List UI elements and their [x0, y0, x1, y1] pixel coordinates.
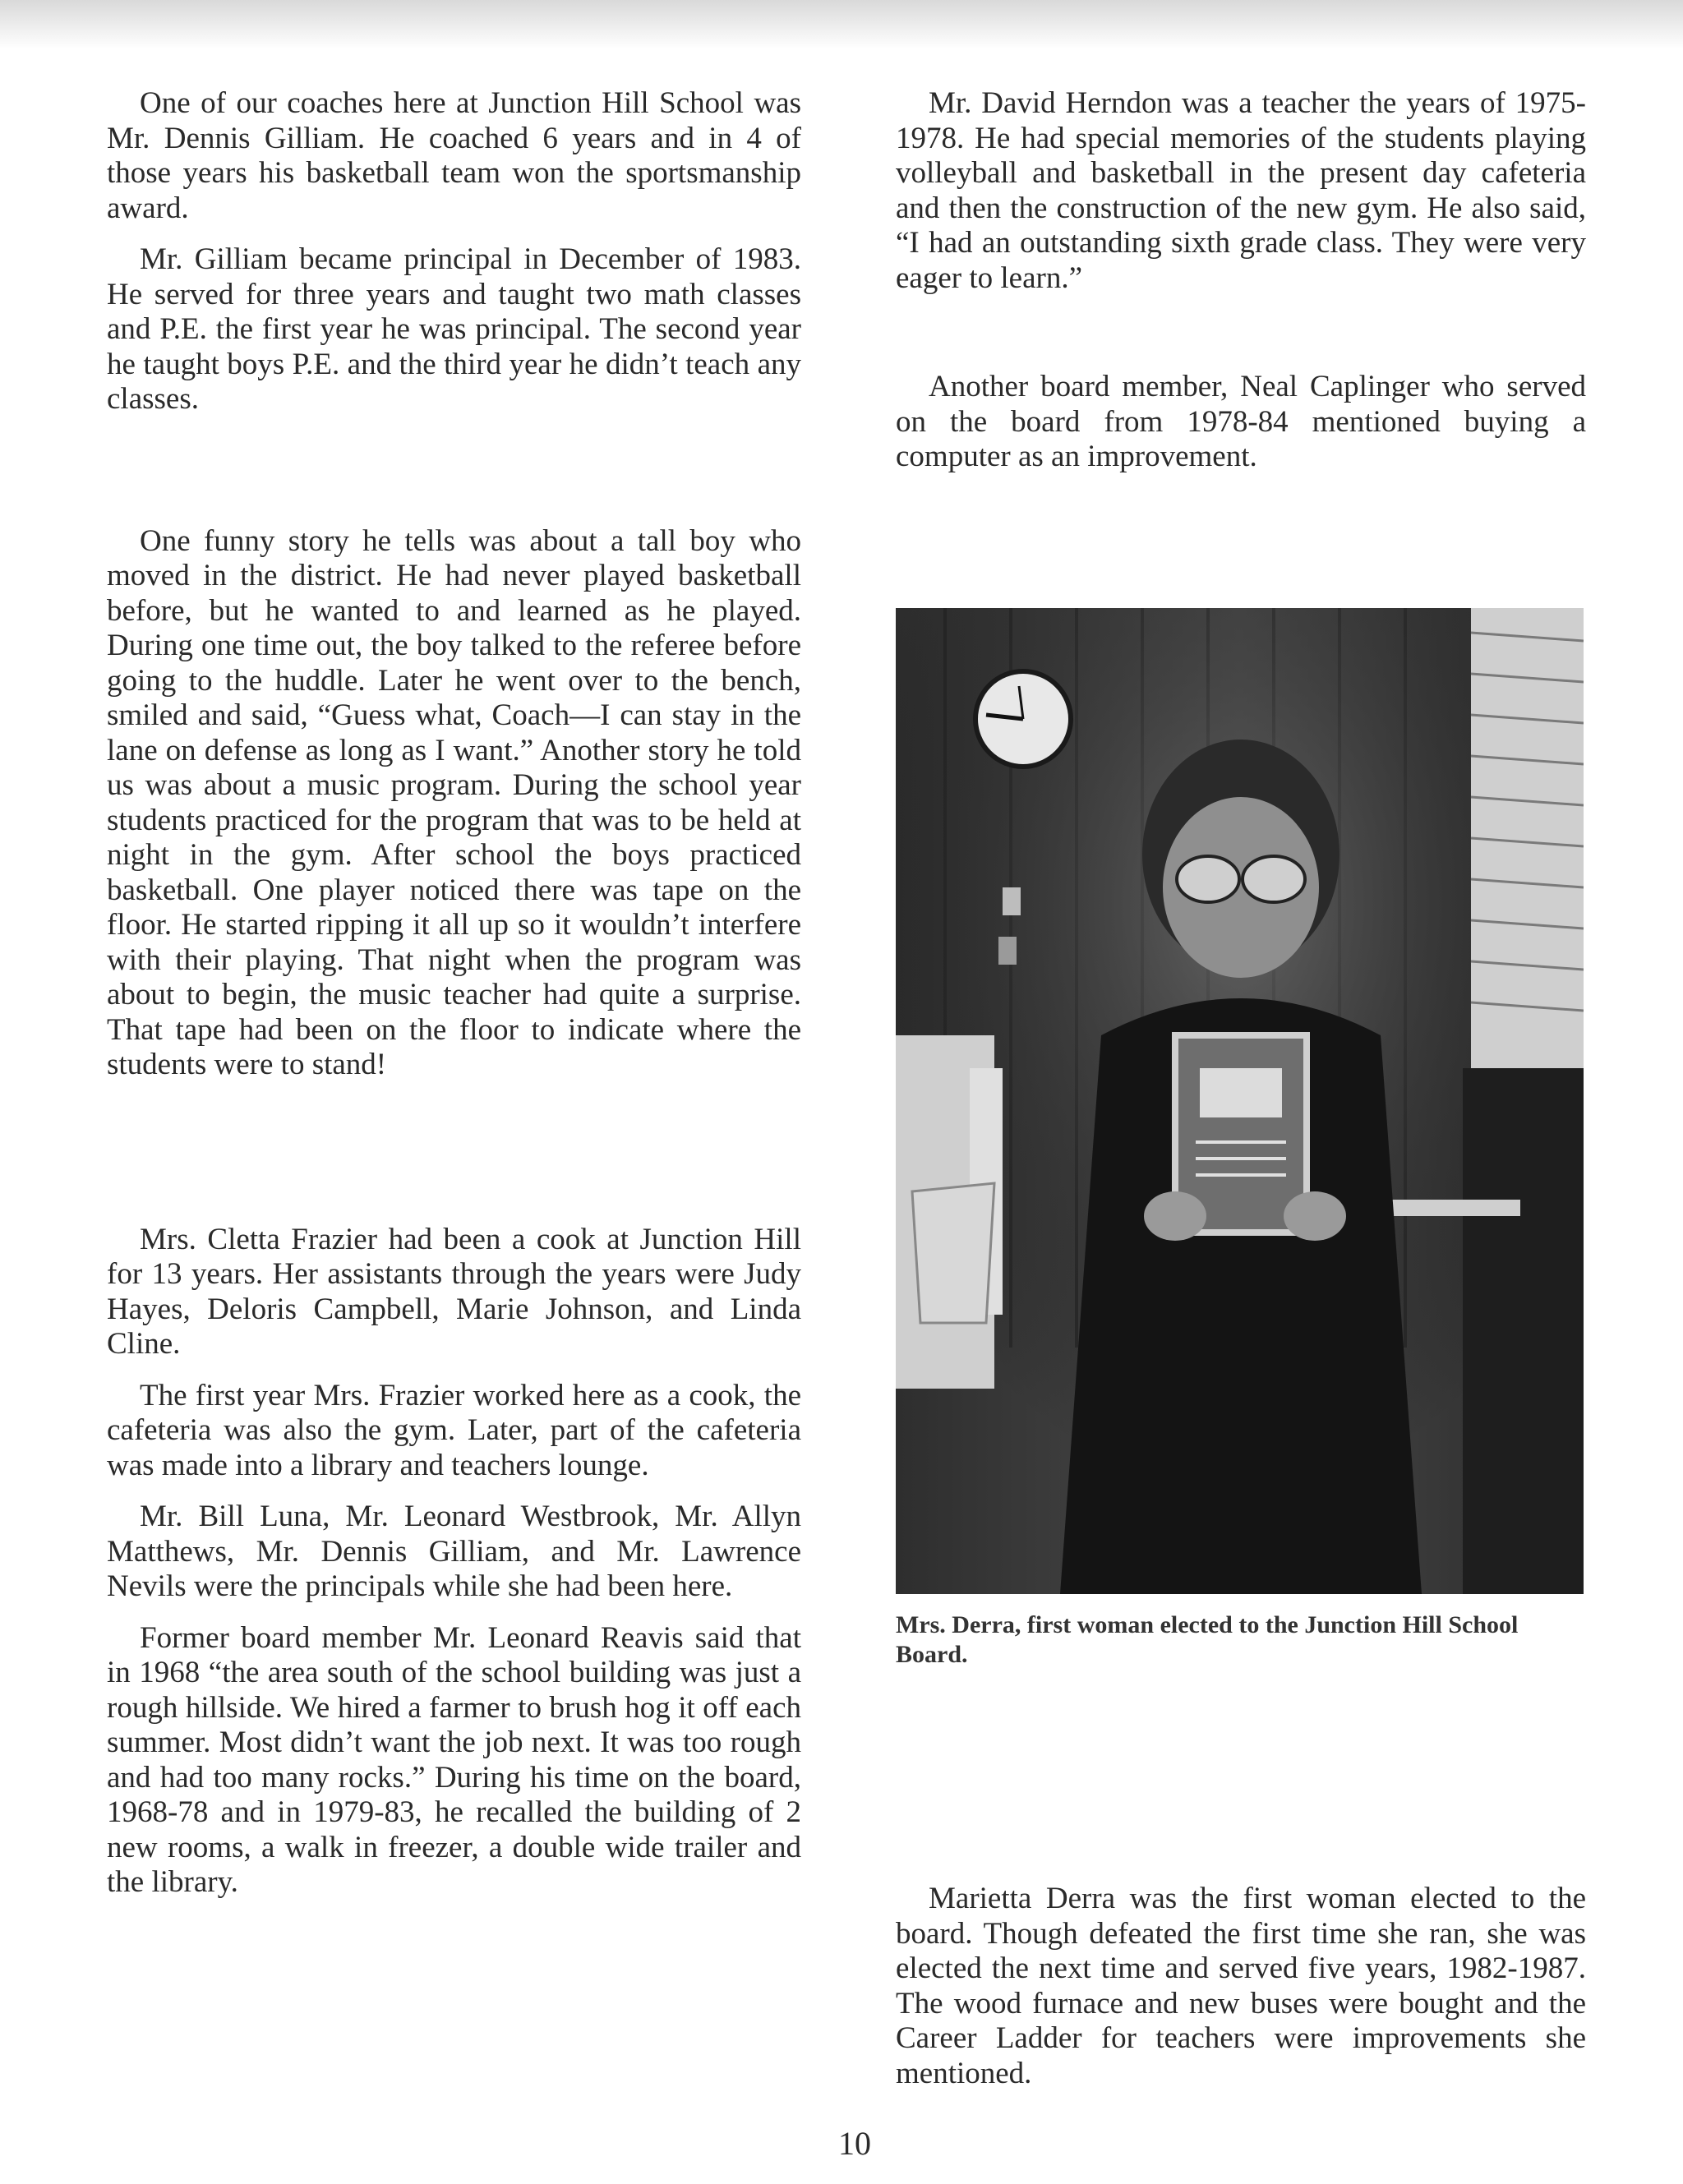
coach-paragraph-2: Mr. Gilliam became principal in December of 1983. He served for three years and taught two math classes and P.E. the first year he was principal. The second year he taught boys P.E. and the third year he didn’t teach any classes.	[107, 242, 801, 416]
cook-paragraph-3: Mr. Bill Luna, Mr. Leonard Westbrook, Mr. Allyn Matthews, Mr. Dennis Gilliam, and Mr. Lawrence Nevils were the principals while she had been here.	[107, 1500, 801, 1603]
cook-paragraph-2: The first year Mrs. Frazier worked here as a cook, the cafeteria was also the gym. Later, part of the cafeteria was made into a library and teachers lounge.	[107, 1378, 801, 1482]
scan-top-shadow	[0, 0, 1683, 49]
funny-story-paragraph: One funny story he tells was about a tall boy who moved in the district. He had never played basketball before, but he wanted to and learned as he played. During one time out, the boy talked to the referee before going to the huddle. Later he went over to the bench, smiled and said, “Guess what, Coach—I can stay in the lane on defense as long as I want.” Another story he told us was about a music program. During the school year students practiced for the program that was to be held at night in the gym. After school the boys practiced basketball. One player noticed there was tape on the floor. He started ripping it all up so it wouldn’t interfere with their playing. That night when the program was about to begin, the music teacher had quite a surprise. That tape had been on the floor to indicate where the students were to stand!	[107, 523, 801, 1081]
left-column	[107, 86, 801, 1917]
reavis-paragraph: Former board member Mr. Leonard Reavis said that in 1968 “the area south of the school building was just a rough hillside. We hired a farmer to brush hog it off each summer. Most didn’t want the job next. It was too rough and had too many rocks.” During his time on the board, 1968-78 and in 1979-83, he recalled the building of 2 new rooms, a walk in freezer, a double wide trailer and the library.	[107, 1620, 801, 1899]
coach-paragraph-1: One of our coaches here at Junction Hill School was Mr. Dennis Gilliam. He coached 6 years and in 4 of those years his basketball team won the sportsmanship award.	[107, 86, 801, 225]
derra-paragraph: Marietta Derra was the first woman elected to the board. Though defeated the first time she ran, she was elected the next time and served five years, 1982-1987. The wood furnace and new buses were bought and the Career Ladder for teachers were improvements she mentioned.	[896, 1882, 1586, 2090]
caplinger-paragraph: Another board member, Neal Caplinger who served on the board from 1978-84 mentioned buying a computer as an improvement.	[896, 370, 1586, 473]
page-number: 10	[838, 2125, 871, 2162]
photo-mrs-derra	[896, 608, 1584, 1594]
herndon-paragraph: Mr. David Herndon was a teacher the years of 1975-1978. He had special memories of the students playing volleyball and basketball in the present day cafeteria and then the construction of the new gym. He also said, “I had an outstanding sixth grade class. They were very eager to learn.”	[896, 86, 1586, 295]
photo-caption: Mrs. Derra, first woman elected to the Junction Hill School Board.	[896, 1611, 1519, 1668]
cook-paragraph-1: Mrs. Cletta Frazier had been a cook at Junction Hill for 13 years. Her assistants through the years were Judy Hayes, Deloris Campbell, Marie Johnson, and Linda Cline.	[107, 1222, 801, 1361]
